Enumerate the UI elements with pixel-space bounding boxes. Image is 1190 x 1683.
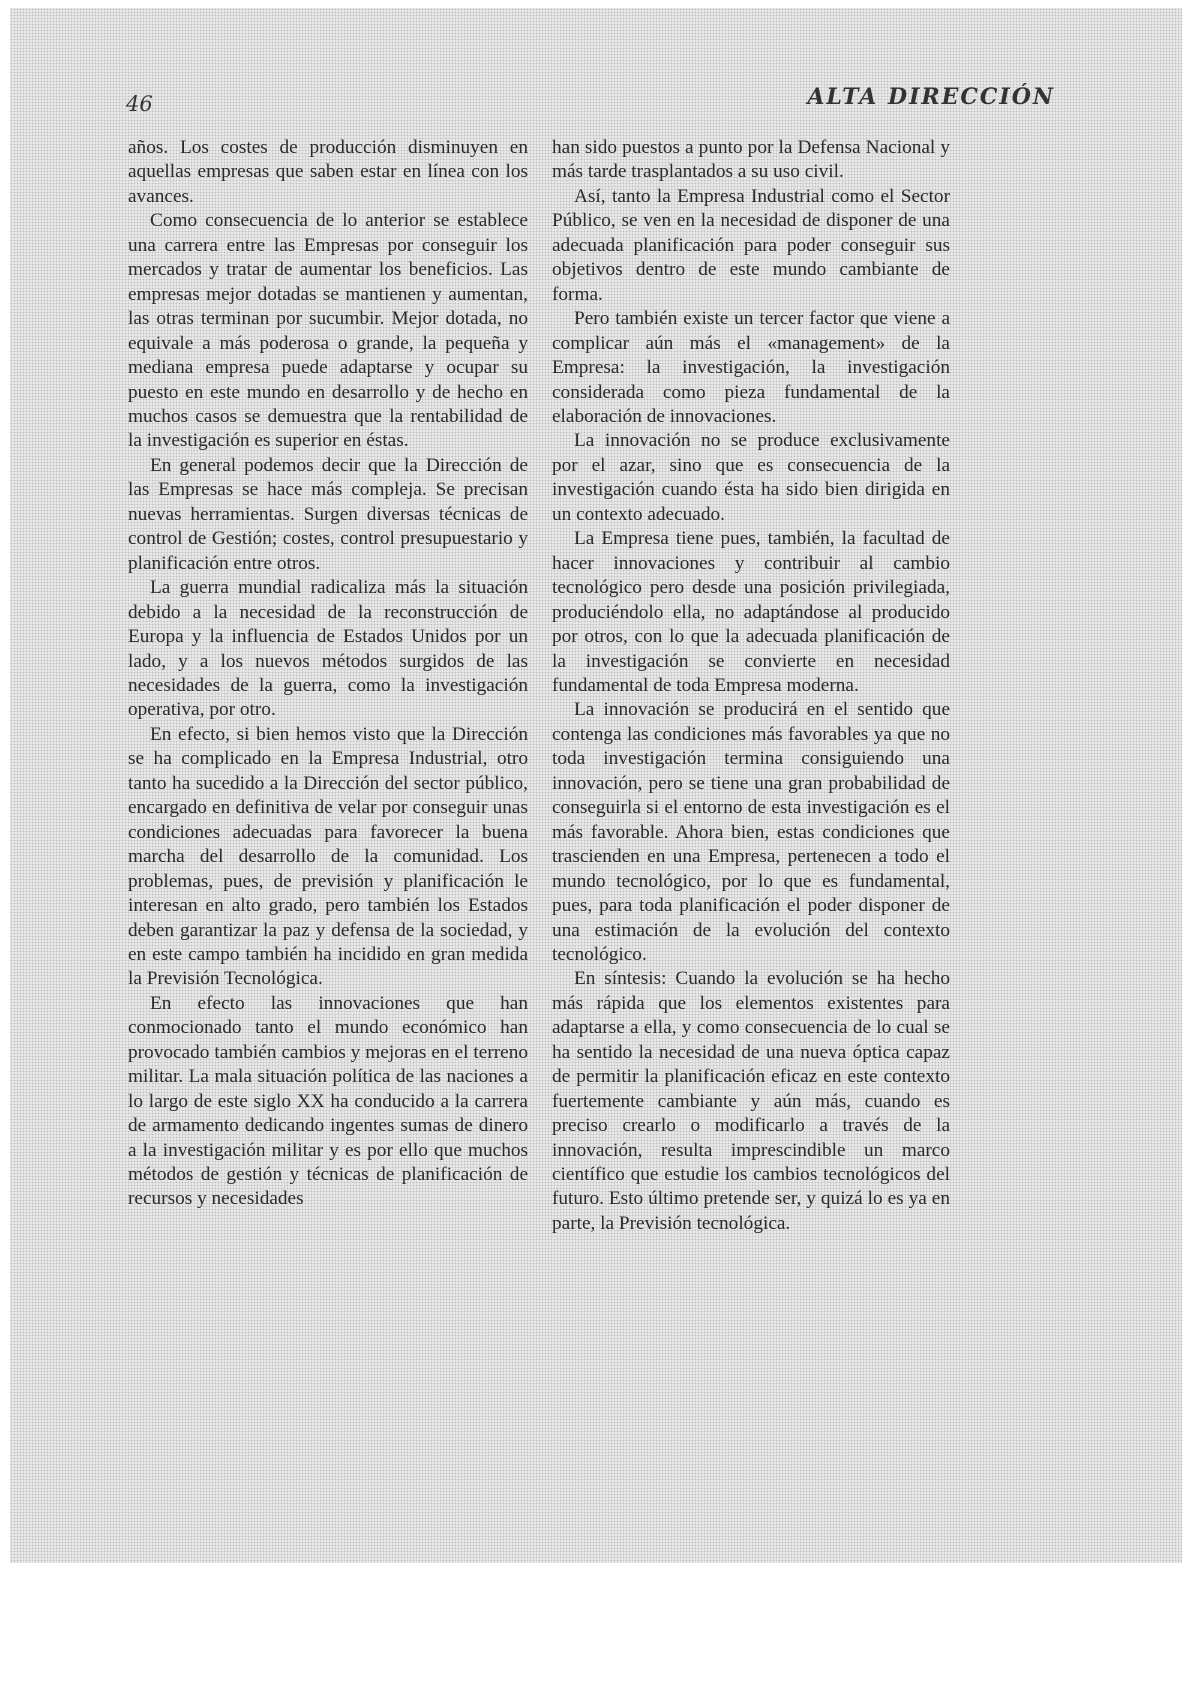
left-column [128, 136, 528, 1212]
paragraph: años. Los costes de producción disminuyen en aquellas empresas que saben estar en línea con los avances. [128, 137, 528, 207]
paragraph: En efecto, si bien hemos visto que la Dirección se ha complicado en la Empresa Industrial, otro tanto ha sucedido a la Dirección del sector público, encargado en definitiva de velar por conseguir unas condiciones adecuadas para favorecer la buena marcha del desarrollo de la comunidad. Los problemas, pues, de previsión y planificación le interesan en alto grado, pero también los Estados deben garantizar la paz y defensa de la sociedad, y en este campo también ha incidido en gran medida la Previsión Tecnológica. [128, 723, 528, 990]
paragraph: La innovación se producirá en el sentido que contenga las condiciones más favorables ya que no toda investigación termina consiguiendo una innovación, pero se tiene una gran probabilidad de conseguirla si el entorno de esta investigación es el más favorable. Ahora bien, estas condiciones que trascienden en una Empresa, pertenecen a todo el mundo tecnológico, por lo que es fundamental, pues, para toda planificación el poder disponer de una estimación de la evolución del contexto tecnológico. [552, 699, 950, 965]
page-number: 46 [126, 92, 153, 116]
paragraph: La innovación no se produce exclusivamente por el azar, sino que es consecuencia de la investigación cuando ésta ha sido bien dirigida en un contexto adecuado. [552, 430, 950, 525]
paragraph: han sido puestos a punto por la Defensa Nacional y más tarde trasplantados a su uso civil. [552, 137, 950, 183]
paragraph: En general podemos decir que la Dirección de las Empresas se hace más compleja. Se precisan nuevas herramientas. Surgen diversas técnicas de control de Gestión; costes, control presupuestario y planificación entre otros. [128, 454, 528, 574]
paragraph: Así, tanto la Empresa Industrial como el Sector Público, se ven en la necesidad de disponer de una adecuada planificación para poder conseguir sus objetivos dentro de este mundo cambiante de forma. [552, 185, 950, 305]
paragraph: La guerra mundial radicaliza más la situación debido a la necesidad de la reconstrucción de Europa y la influencia de Estados Unidos por un lado, y a los nuevos métodos surgidos de las necesidades de la guerra, como la investigación operativa, por otro. [128, 577, 528, 721]
paragraph: Pero también existe un tercer factor que viene a complicar aún más el «management» de la Empresa: la investigación, la investigación considerada como pieza fundamental de la elaboración de innovaciones. [552, 308, 950, 427]
paragraph: En síntesis: Cuando la evolución se ha hecho más rápida que los elementos existentes para adaptarse a ella, y como consecuencia de lo cual se ha sentido la necesidad de una nueva óptica capaz de permitir la planificación eficaz en este contexto fuertemente cambiante y aún más, cuando es preciso crearlo o modificarlo a través de la innovación, resulta imprescindible un marco científico que estudie los cambios tecnológicos del futuro. Esto último pretende ser, y quizá lo es ya en parte, la Previsión tecnológica. [552, 968, 950, 1234]
right-column [552, 136, 950, 1236]
paragraph: La Empresa tiene pues, también, la facultad de hacer innovaciones y contribuir al cambio tecnológico pero desde una posición privilegiada, produciéndolo ella, no adaptándose al producido por otros, con lo que la adecuada planificación de la investigación se convierte en necesidad fundamental de toda Empresa moderna. [552, 528, 950, 696]
paragraph: Como consecuencia de lo anterior se establece una carrera entre las Empresas por conseguir los mercados y tratar de aumentar los beneficios. Las empresas mejor dotadas se mantienen y aumentan, las otras terminan por sucumbir. Mejor dotada, no equivale a más poderosa o grande, la pequeña y mediana empresa puede adaptarse y ocupar su puesto en este mundo en desarrollo y de hecho en muchos casos se demuestra que la rentabilidad de la investigación es superior en éstas. [128, 210, 528, 452]
paragraph: En efecto las innovaciones que han conmocionado tanto el mundo económico han provocado también cambios y mejoras en el terreno militar. La mala situación política de las naciones a lo largo de este siglo XX ha conducido a la carrera de armamento dedicando ingentes sumas de dinero a la investigación militar y es por ello que muchos métodos de gestión y técnicas de planificación de recursos y necesidades [128, 992, 528, 1210]
running-head: ALTA DIRECCIÓN [807, 84, 1055, 110]
